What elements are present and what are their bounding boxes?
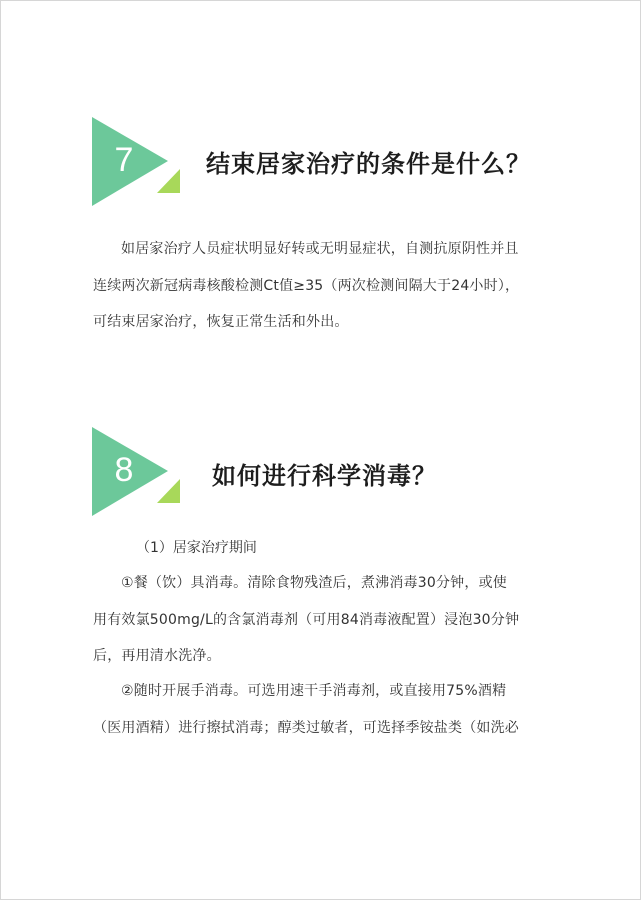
subheading: （1）居家治疗期间	[136, 540, 257, 556]
section-8-badge	[92, 427, 192, 517]
section-8-item-1	[93, 565, 553, 675]
paragraph-line: 可结束居家治疗，恢复正常生活和外出。	[93, 314, 349, 330]
paragraph-line: ②随时开展手消毒。可选用速干手消毒剂，或直接用75%酒精	[121, 683, 507, 699]
section-8-item-2	[93, 673, 553, 746]
section-8-title: 如何进行科学消毒？	[212, 462, 437, 490]
section-7-badge	[92, 117, 192, 207]
section-number: 7	[114, 141, 134, 179]
section-7-title: 结束居家治疗的条件是什么？	[206, 150, 531, 178]
section-7-paragraph	[93, 231, 553, 341]
paragraph-line: 如居家治疗人员症状明显好转或无明显症状，自测抗原阴性并且	[121, 241, 519, 257]
section-number: 8	[114, 451, 134, 489]
paragraph-line: 后，再用清水洗净。	[93, 648, 221, 664]
paragraph-line: 连续两次新冠病毒核酸检测Ct值≥35（两次检测间隔大于24小时），	[93, 277, 520, 294]
paragraph-line: （医用酒精）进行擦拭消毒；醇类过敏者，可选择季铵盐类（如洗必	[93, 719, 519, 736]
paragraph-line: ①餐（饮）具消毒。清除食物残渣后，煮沸消毒30分钟，或使	[121, 575, 507, 591]
paragraph-line: 用有效氯500mg/L的含氯消毒剂（可用84消毒液配置）浸泡30分钟	[93, 611, 520, 628]
